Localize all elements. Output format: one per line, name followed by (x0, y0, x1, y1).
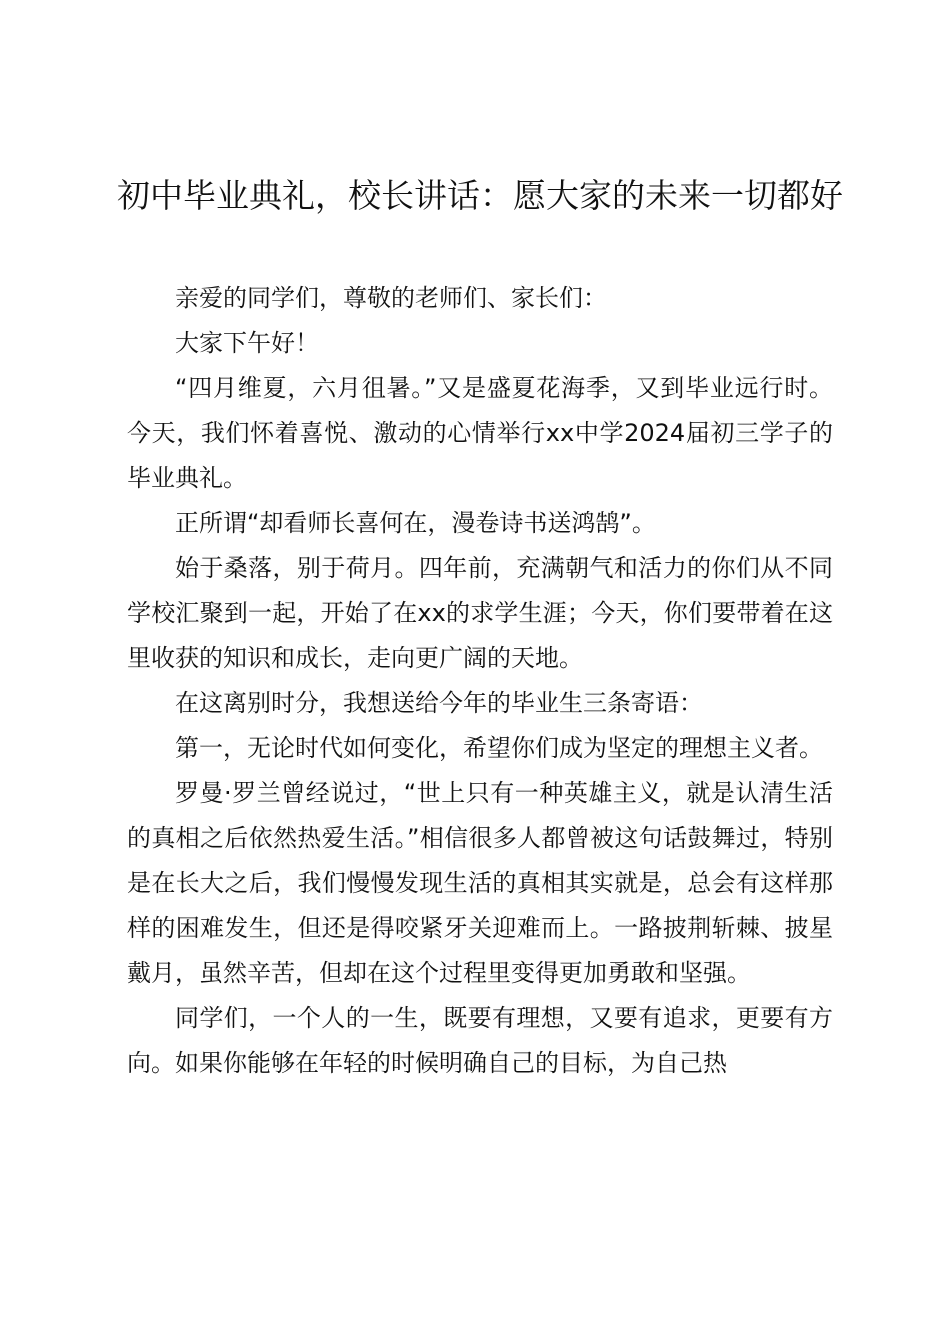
paragraph: “四月维夏，六月徂暑。”又是盛夏花海季，又到毕业远行时。今天，我们怀着喜悦、激动的心情举行xx中学2024届初三学子的毕业典礼。 (127, 374, 833, 492)
document-title: 初中毕业典礼，校长讲话：愿大家的未来一切都好 (117, 176, 843, 215)
paragraph: 罗曼·罗兰曾经说过，“世上只有一种英雄主义，就是认清生活的真相之后依然热爱生活。”相信很多人都曾被这句话鼓舞过，特别是在长大之后，我们慢慢发现生活的真相其实就是，总会有这样那样的困难发生，但还是得咬紧牙关迎难而上。一路披荆斩棘、披星戴月，虽然辛苦，但却在这个过程里变得更加勇敢和坚强。 (127, 779, 833, 987)
paragraph: 始于桑落，别于荷月。四年前，充满朝气和活力的你们从不同学校汇聚到一起，开始了在xx的求学生涯；今天，你们要带着在这里收获的知识和成长，走向更广阔的天地。 (127, 554, 833, 672)
paragraph: 在这离别时分，我想送给今年的毕业生三条寄语： (175, 689, 703, 717)
document-body (127, 276, 833, 1086)
paragraph: 正所谓“却看师长喜何在，漫卷诗书送鸿鹄”。 (175, 509, 656, 537)
paragraph-greeting: 大家下午好！ (175, 329, 319, 357)
paragraph: 同学们，一个人的一生，既要有理想，又要有追求，更要有方向。如果你能够在年轻的时候明确自己的目标，为自己热 (127, 1004, 833, 1077)
paragraph: 第一，无论时代如何变化，希望你们成为坚定的理想主义者。 (175, 734, 823, 762)
paragraph-salutation: 亲爱的同学们，尊敬的老师们、家长们： (175, 284, 607, 312)
